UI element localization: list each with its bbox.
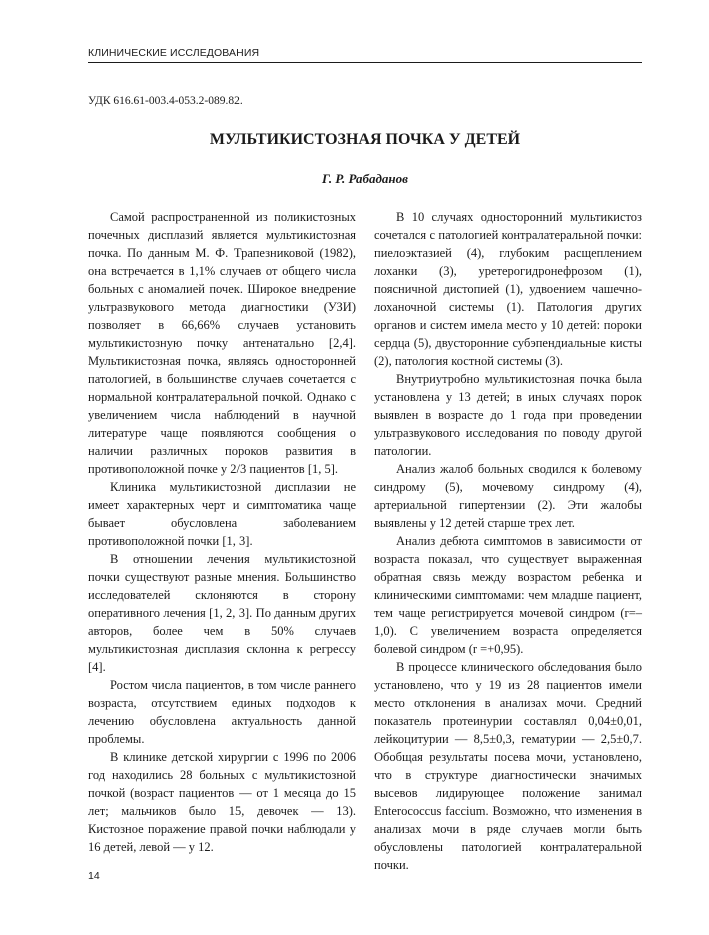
right-column: [374, 208, 642, 874]
paragraph: Самой распространенной из поликистозных почечных дисплазий является мультикистозная почка. По данным М. Ф. Трапезниковой (1982), она встречается в 1,1% случаев от общего числа больных с аномалией почек. Широкое внедрение ультразвукового метода диагностики (УЗИ) позволяет в 66,66% случаев установить мультикистозную почку антенатально [2,4]. Мультикистозная почка, являясь односторонней патологией, в большинстве случаев сочетается с нормальной контралатеральной почкой. Однако с увеличением числа наблюдений в научной литературе чаще появляются сообщения о наличии различных пороков развития в противоположной почке у 2/3 пациентов [1, 5].: [88, 210, 356, 476]
page-number: 14: [88, 870, 100, 882]
left-column: [88, 208, 356, 856]
paragraph: В процессе клинического обследования было установлено, что у 19 из 28 пациентов имели место отклонения в анализах мочи. Средний показатель протеинурии составлял 0,04±0,01, лейкоцитурии — 8,5±0,3, гематурии — 2,5±0,7. Обобщая результаты посева мочи, установлено, что в структуре диагностически значимых высевов лидирующее положение занимал Enterococcus faccium. Возможно, что изменения в анализах мочи в ряде случаев могли быть обусловлены патологией контралатеральной почки.: [374, 660, 642, 872]
header-rule: [88, 62, 642, 63]
paragraph: Клиника мультикистозной дисплазии не имеет характерных черт и симптоматика чаще бывает обусловлена заболеванием противоположной почки [1, 3].: [88, 480, 356, 548]
udk-code: УДК 616.61-003.4-053.2-089.82.: [88, 95, 243, 107]
article-author: Г. Р. Рабаданов: [322, 171, 408, 186]
section-label: КЛИНИЧЕСКИЕ ИССЛЕДОВАНИЯ: [88, 47, 260, 59]
paragraph: Анализ жалоб больных сводился к болевому синдрому (5), мочевому синдрому (4), артериальной гипертензии (2). Эти жалобы выявлены у 12 детей старше трех лет.: [374, 462, 642, 530]
article-title: МУЛЬТИКИСТОЗНАЯ ПОЧКА У ДЕТЕЙ: [209, 131, 521, 148]
paragraph: В 10 случаях односторонний мультикистоз сочетался с патологией контралатеральной почки: пиелоэктазией (4), глубоким расщеплением лоханки (3), уретерогидронефрозом (1), поясничной дистопией (1), удвоением чашечно-лоханочной системы (1). Патология других органов и систем имела место у 10 детей: пороки сердца (5), двусторонние субэпендиальные кисты (2), патология костной системы (3).: [374, 210, 642, 368]
paragraph: В клинике детской хирургии с 1996 по 2006 год находились 28 больных с мультикистозной почкой (возраст пациентов — от 1 месяца до 15 лет; мальчиков было 15, девочек — 13). Кистозное поражение правой почки наблюдали у 16 детей, левой — у 12.: [88, 750, 356, 854]
paragraph: В отношении лечения мультикистозной почки существуют разные мнения. Большинство исследователей склоняются в сторону оперативного лечения [1, 2, 3]. По данным других авторов, более чем в 50% случаев мультикистозная дисплазия склонна к регрессу [4].: [88, 552, 356, 674]
paragraph: Ростом числа пациентов, в том числе раннего возраста, отсутствием единых подходов к лечению обусловлена актуальность данной проблемы.: [88, 678, 356, 746]
paragraph: Внутриутробно мультикистозная почка была установлена у 13 детей; в иных случаях порок выявлен в возрасте до 1 года при проведении ультразвукового исследования по поводу другой патологии.: [374, 372, 642, 458]
paragraph: Анализ дебюта симптомов в зависимости от возраста показал, что существует выраженная обратная связь между возрастом ребенка и клиническими симптомами: чем младше пациент, тем чаще регистрируется мочевой синдром (r=–1,0). С увеличением возраста определяется болевой синдром (r =+0,95).: [374, 534, 642, 656]
